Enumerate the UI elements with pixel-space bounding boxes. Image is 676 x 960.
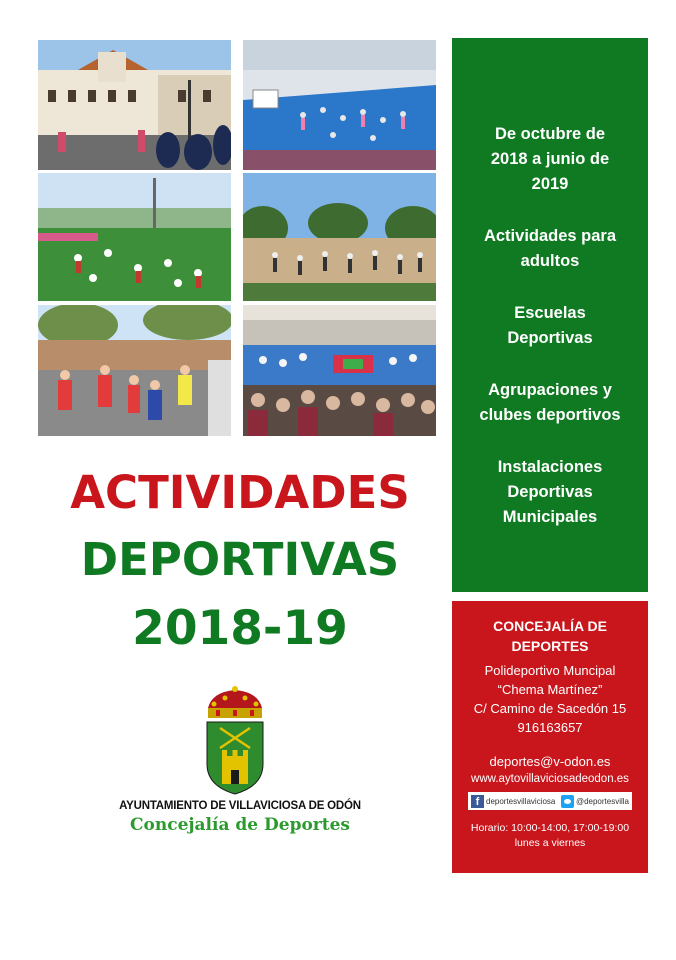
adult-activities: Actividades para adultos	[483, 227, 617, 270]
title-line-actividades: ACTIVIDADES	[70, 466, 410, 519]
contact-panel	[452, 601, 648, 873]
photo-indoor-exhibition	[243, 305, 436, 436]
facebook-icon: f	[471, 795, 484, 808]
address-line-3: C/ Camino de Sacedón 15	[473, 701, 627, 716]
title-season-year: 2018-19	[132, 601, 348, 656]
opening-days: lunes a viernes	[514, 837, 586, 849]
email-link[interactable]: deportes@v-odon.es	[489, 754, 611, 769]
facebook-link[interactable]	[471, 795, 555, 808]
municipal-facilities: Instalaciones Deportivas Municipales	[497, 458, 603, 526]
photo-basketball-plaza	[38, 40, 231, 170]
twitter-link[interactable]	[561, 795, 629, 808]
address-line-2: “Chema Martínez”	[497, 682, 603, 697]
facebook-handle: deportesvillaviciosa	[486, 796, 556, 806]
title-line-deportivas: DEPORTIVAS	[80, 533, 400, 586]
town-council-name: AYUNTAMIENTO DE VILLAVICIOSA DE ODÓN	[119, 800, 361, 812]
season-dates: De octubre de 2018 a junio de 2019	[490, 125, 610, 193]
photo-outdoor-court-seniors	[243, 173, 436, 301]
social-media-bar	[468, 792, 632, 810]
photo-gym-aerobics	[243, 40, 436, 170]
twitter-handle: @deportesvilla	[575, 796, 629, 806]
phone-number[interactable]: 916163657	[517, 720, 583, 735]
department-name: Concejalía de Deportes	[129, 815, 350, 835]
photo-football-field	[38, 173, 231, 301]
address-line-1: Polideportivo Muncipal	[484, 663, 616, 678]
sports-schools: Escuelas Deportivas	[507, 304, 593, 347]
website-link[interactable]: www.aytovillaviciosadeodon.es	[471, 773, 629, 785]
clubs-associations: Agrupaciones y clubes deportivos	[479, 381, 621, 424]
town-crest-logo	[200, 686, 270, 798]
programme-info-panel	[452, 38, 648, 592]
opening-hours: Horario: 10:00-14:00, 17:00-19:00	[470, 822, 630, 834]
twitter-icon	[561, 795, 574, 808]
photo-street-race	[38, 305, 231, 436]
contact-title: CONCEJALÍA DE DEPORTES	[493, 618, 607, 654]
